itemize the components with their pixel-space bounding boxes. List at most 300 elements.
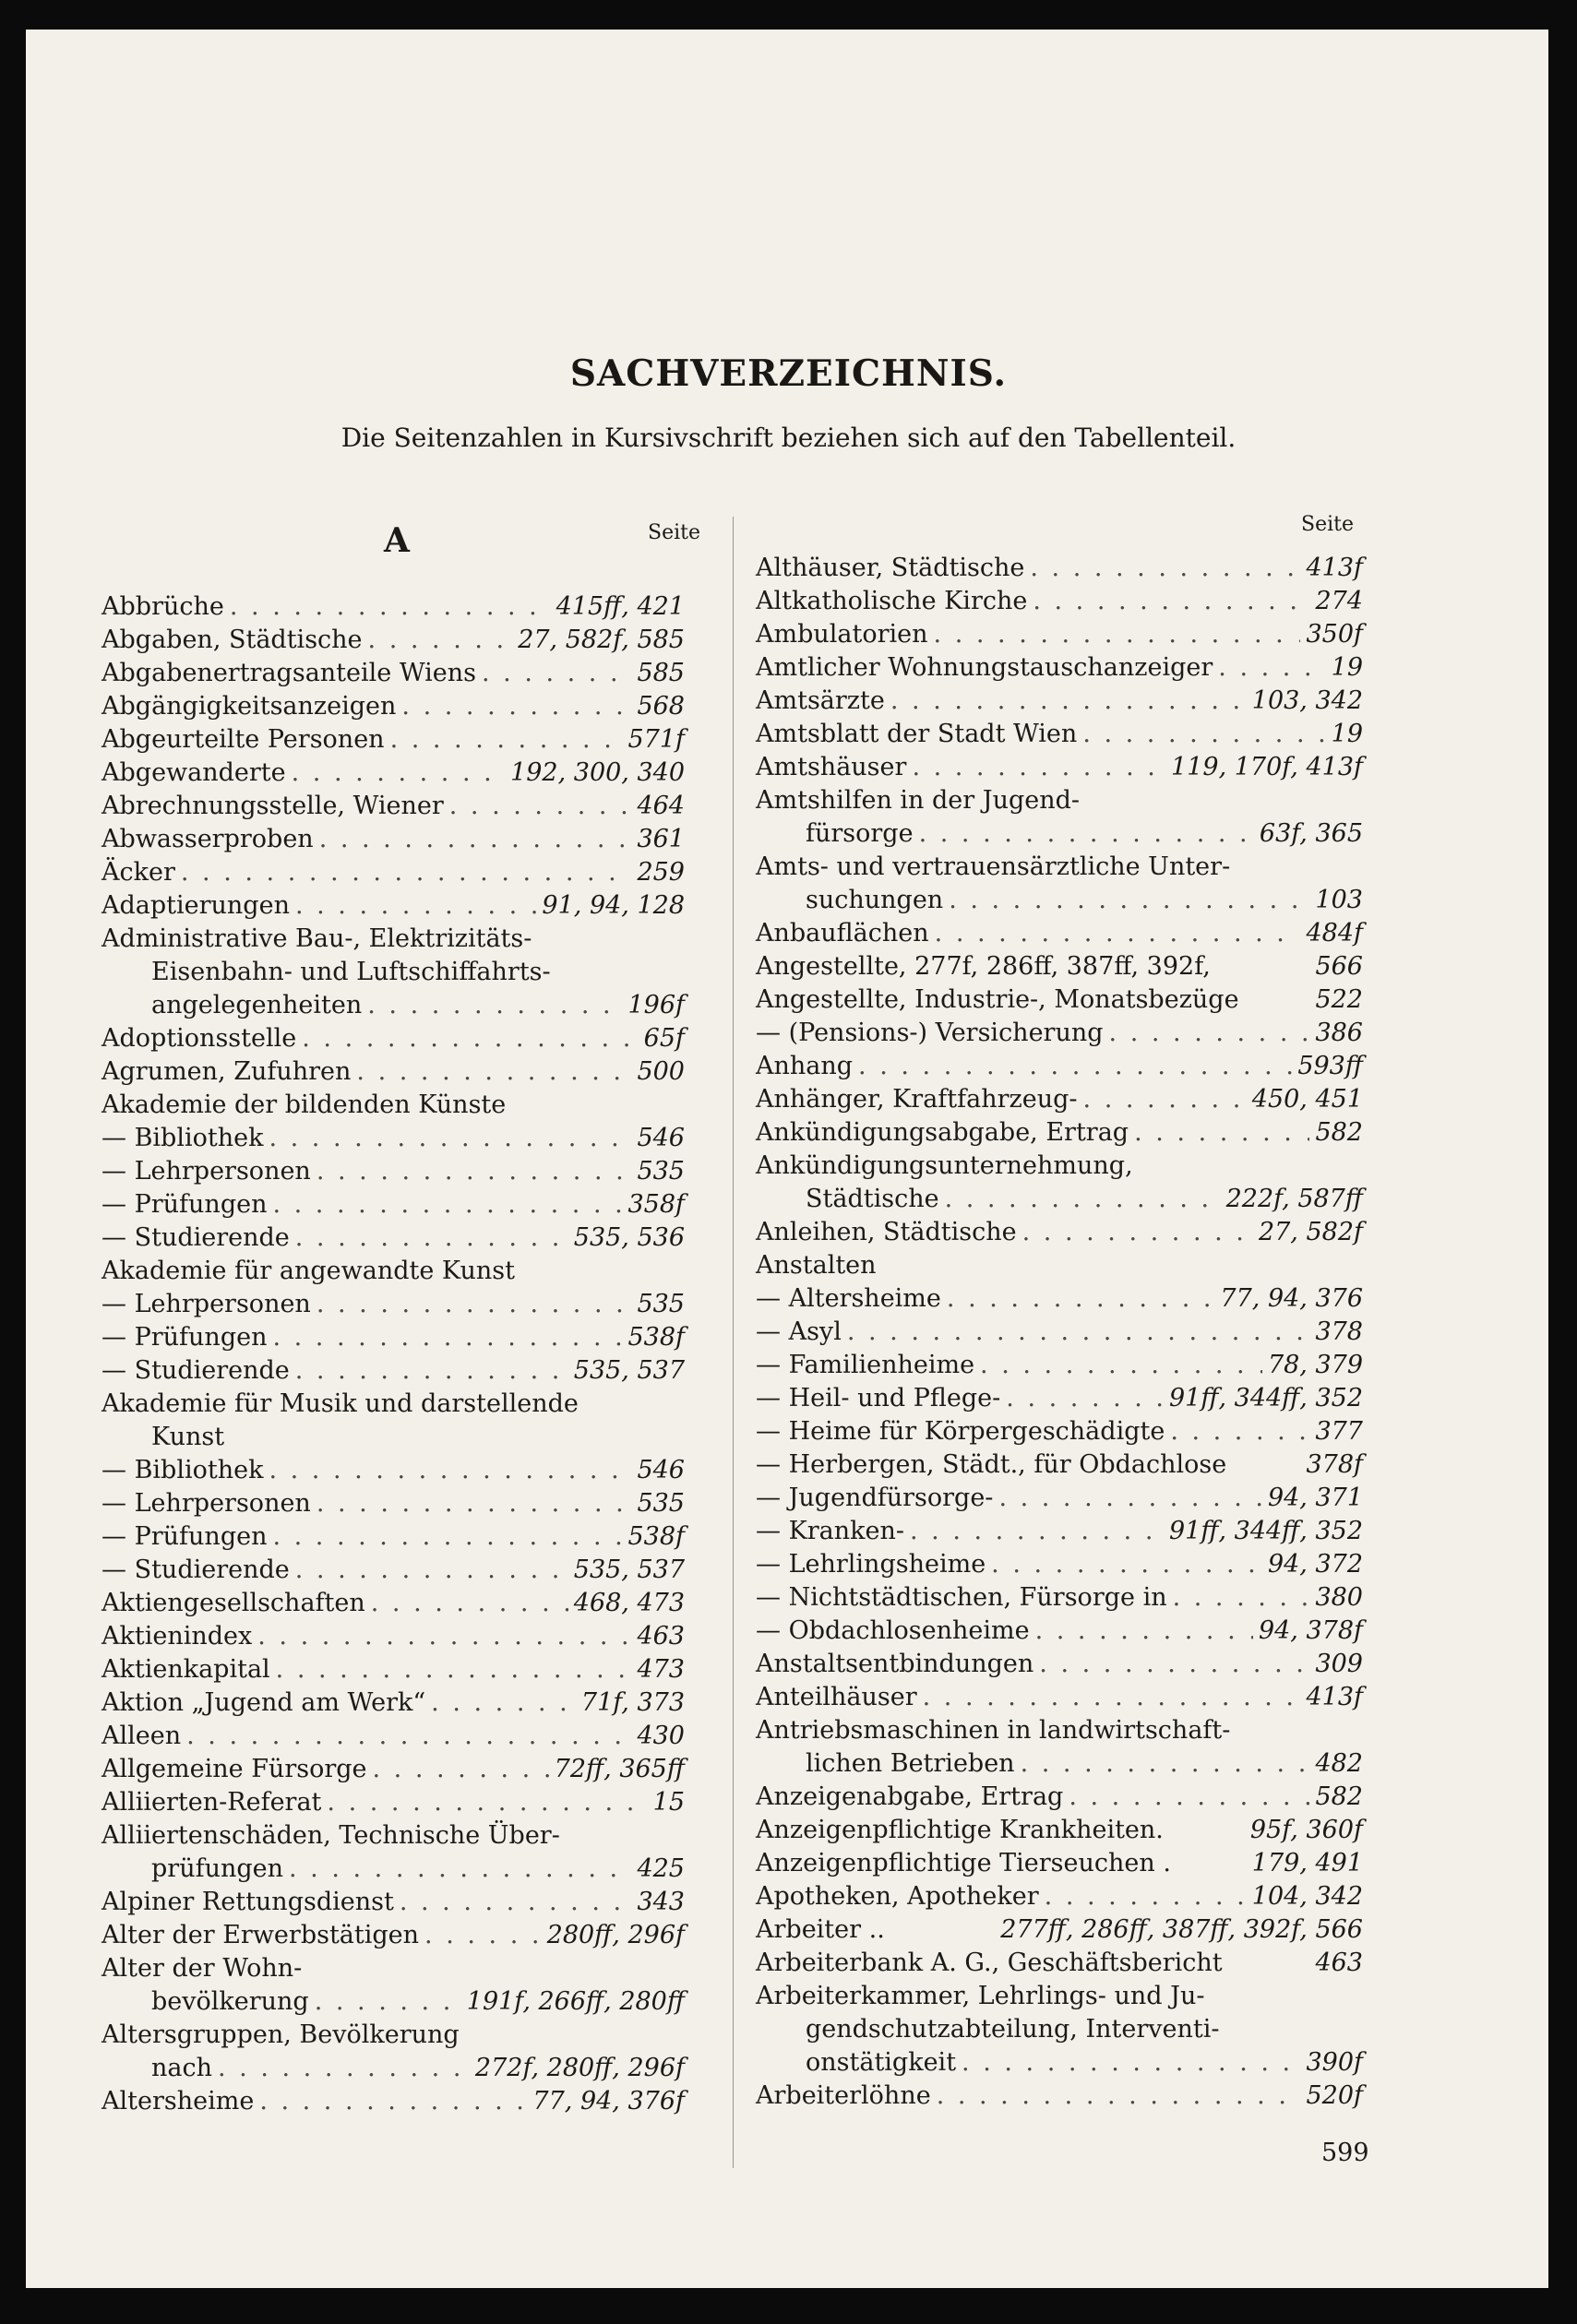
leader-dots [424,1919,542,1952]
index-term: — Bibliothek [102,1124,264,1152]
index-term: Amtsblatt der Stadt Wien [756,720,1078,748]
index-entry [102,823,685,856]
index-term: Aktion „Jugend am Werk“ [102,1688,426,1717]
leader-dots [431,1686,576,1720]
index-entry [756,1681,1363,1714]
index-page-refs: 91, 94, 128 [542,891,685,920]
index-term: suchungen [806,886,944,914]
leader-dots [949,884,1309,917]
index-entry [756,1017,1363,1050]
index-page-refs: 546 [637,1124,685,1152]
index-term: — Bibliothek [102,1456,264,1484]
index-term: onstätigkeit [806,2048,957,2077]
index-term: Kunst [151,1423,225,1451]
index-entry [102,2019,685,2052]
index-entry [756,685,1363,718]
leader-dots [1035,1615,1253,1648]
index-page-refs: 593ff [1297,1052,1363,1080]
index-entry [102,1753,685,1786]
leader-dots [368,624,513,657]
index-entry [102,1919,685,1952]
index-term: — Asyl [756,1317,842,1346]
index-term: Antriebsmaschinen in landwirtschaft- [756,1716,1231,1745]
index-term: Amtlicher Wohnungstauschanzeiger [756,653,1213,682]
index-page-refs: 196f [627,991,685,1019]
index-page-refs: 78, 379 [1267,1351,1363,1379]
index-term: — Prüfungen [102,1522,268,1551]
leader-dots [1045,1880,1247,1913]
leader-dots [302,1022,638,1055]
leader-dots [1030,552,1300,585]
index-term: lichen Betrieben [806,1749,1015,1778]
index-term: Aktienindex [102,1622,253,1651]
index-entry [102,624,685,657]
index-page-refs: 450, 451 [1251,1085,1363,1114]
index-page-refs: 390f [1306,2048,1363,2077]
leader-dots [315,1985,461,2019]
index-term: Anzeigenabgabe, Ertrag [756,1782,1064,1811]
index-term: Abbrüche [102,592,224,621]
index-term: — Heil- und Pflege- [756,1384,1001,1412]
index-term: Adaptierungen [102,891,290,920]
index-page-refs: 535 [637,1290,685,1318]
leader-dots [269,1122,631,1155]
index-page-refs: 191f, 266ff, 280ff [466,1987,685,2016]
index-entry [102,1055,685,1089]
index-page-refs: 413f [1306,1683,1363,1711]
leader-dots [935,917,1301,950]
index-term: nach [151,2054,212,2082]
page-title: SACHVERZEICHNIS. [569,352,1008,395]
index-entry [102,1819,685,1853]
index-term: Abgeurteilte Personen [102,725,385,754]
index-page-refs: 568 [637,692,685,721]
index-term: Anleihen, Städtische [756,1218,1017,1246]
index-term: Adoptionsstelle [102,1024,297,1053]
leader-dots [371,1587,568,1620]
index-entry [102,1155,685,1188]
index-term: Alliierten-Referat [102,1788,322,1817]
index-entry [756,1714,1363,1747]
index-term: Abwasserproben [102,825,314,853]
index-page-refs: 571f [627,725,685,754]
index-term: — Lehrpersonen [102,1489,311,1518]
index-term: Akademie für angewandte Kunst [102,1257,515,1285]
index-page-refs: 19 [1331,720,1363,748]
index-term: Altersgruppen, Bevölkerung [102,2020,460,2049]
section-letter: A [384,521,410,560]
index-page-refs: 535, 536 [573,1223,685,1252]
index-entry [102,889,685,923]
index-page-refs: 72ff, 365ff [554,1755,685,1783]
index-entry [102,1255,685,1288]
leader-dots [289,1853,631,1886]
leader-dots [919,817,1254,851]
index-term: Anhang [756,1052,854,1080]
index-page-refs: 272f, 280ff, 296f [474,2054,685,2082]
index-term: — Lehrpersonen [102,1290,311,1318]
index-term: Arbeiter .. [756,1915,885,1944]
leader-dots [327,1786,647,1819]
leader-dots [269,1454,631,1487]
index-entry [102,1620,685,1653]
leader-dots [276,1653,632,1686]
index-entry [756,1747,1363,1781]
index-entry [756,1781,1363,1814]
index-entry [756,1349,1363,1382]
leader-dots [947,1282,1215,1316]
index-term: Altkatholische Kirche [756,587,1028,615]
index-page-refs: 430 [637,1722,685,1750]
leader-dots [390,723,623,757]
index-entry [102,790,685,823]
index-page-refs: 535 [637,1489,685,1518]
index-page-refs: 65f [643,1024,685,1053]
leader-dots [1218,651,1325,685]
index-page-refs: 343 [637,1888,685,1916]
index-entry [756,1316,1363,1349]
index-term: Alleen [102,1722,182,1750]
index-term: Anstaltsentbindungen [756,1650,1034,1678]
seite-label-right: Seite [1301,513,1354,536]
leader-dots [356,1055,631,1089]
leader-dots [1022,1216,1253,1249]
index-entry [102,1686,685,1720]
index-entry [756,2046,1363,2080]
index-entry [756,1847,1363,1880]
index-page-refs: 361 [637,825,685,853]
index-term: Ambulatorien [756,620,928,649]
index-term: Alpiner Rettungsdienst [102,1888,394,1916]
leader-dots [292,757,505,790]
index-term: Abgewanderte [102,758,286,787]
index-term: prüfungen [151,1854,284,1883]
index-page-refs: 582 [1315,1782,1363,1811]
index-entry [756,884,1363,917]
index-term: Aktienkapital [102,1655,270,1684]
leader-dots [1006,1382,1164,1415]
index-entry [102,590,685,624]
index-term: Akademie der bildenden Künste [102,1090,507,1119]
index-term: Ankündigungsunternehmung, [756,1151,1133,1180]
index-term: Altersheime [102,2087,255,2115]
index-entry [756,1482,1363,1515]
index-term: Althäuser, Städtische [756,554,1025,582]
index-page-refs: 19 [1331,653,1363,682]
leader-dots [998,1482,1262,1515]
index-entry [102,1421,685,1454]
index-page-refs: 500 [637,1057,685,1086]
index-term: — Obdachlosenheime [756,1616,1030,1645]
index-page-refs: 468, 473 [573,1589,685,1617]
index-entry [102,856,685,889]
index-term: — Prüfungen [102,1323,268,1352]
index-term: Äcker [102,858,175,887]
index-term: angelegenheiten [151,991,363,1019]
leader-dots [272,1520,622,1554]
index-entry [102,1022,685,1055]
index-entry [756,1913,1363,1947]
index-term: Abrechnungsstelle, Wiener [102,792,444,820]
index-page-refs: 259 [637,858,685,887]
index-page-refs: 463 [637,1622,685,1651]
index-entry [102,956,685,989]
index-page-refs: 386 [1315,1019,1363,1047]
index-page-refs: 566 [1315,952,1363,981]
index-page-refs: 535 [637,1157,685,1186]
index-page-refs: 94, 372 [1267,1550,1363,1579]
index-term: Amtsärzte [756,686,885,715]
index-page-refs: 463 [1315,1949,1363,1977]
index-term: — Studierende [102,1356,290,1385]
index-page-refs: 95f, 360f [1249,1816,1363,1844]
index-page-refs: 585 [637,659,685,687]
leader-dots [1173,1581,1310,1615]
index-entry [756,552,1363,585]
leader-dots [1033,585,1309,618]
index-term: Eisenbahn- und Luftschiffahrts- [151,958,551,986]
index-entry [756,1050,1363,1083]
index-entry [102,1587,685,1620]
index-entry [756,1216,1363,1249]
index-page-refs: 546 [637,1456,685,1484]
index-entry [102,1853,685,1886]
index-page-refs: 91ff, 344ff, 352 [1168,1517,1363,1545]
index-entry [102,1321,685,1354]
index-entry [756,1083,1363,1116]
index-term: Alter der Wohn- [102,1954,303,1983]
leader-dots [295,1222,568,1255]
index-page-refs: 484f [1306,919,1363,947]
leader-dots [858,1050,1292,1083]
index-entry [756,1116,1363,1150]
leader-dots [230,590,551,624]
index-page-refs: 520f [1306,2081,1363,2110]
index-page-refs: 378f [1306,1450,1363,1479]
index-page-refs: 77, 94, 376 [1220,1284,1363,1313]
leader-dots [934,618,1301,651]
index-entry [756,1249,1363,1282]
leader-dots [482,657,631,690]
index-term: — Herbergen, Städt., für Obdachlose [756,1450,1227,1479]
leader-dots [272,1321,622,1354]
index-entry [756,2013,1363,2046]
index-term: fürsorge [806,819,914,848]
index-page-refs: 413f [1306,554,1363,582]
index-entry [102,1554,685,1587]
index-term: Amts- und vertrauensärztliche Unter- [756,852,1231,881]
index-entry [756,1548,1363,1581]
leader-dots [1021,1747,1310,1781]
index-term: Apotheken, Apotheker [756,1882,1039,1911]
index-term: Amtshäuser [756,753,907,781]
index-entry [102,723,685,757]
index-entry [756,1150,1363,1183]
index-page-refs: 535, 537 [573,1555,685,1584]
index-page-refs: 94, 378f [1258,1616,1363,1645]
index-page-refs: 94, 371 [1267,1484,1363,1512]
index-entry [102,1288,685,1321]
index-entry [102,2085,685,2118]
index-term: Akademie für Musik und darstellende [102,1389,579,1418]
leader-dots [912,751,1165,784]
index-entry [102,923,685,956]
index-entry [756,1183,1363,1216]
index-term: Abgabenertragsanteile Wiens [102,659,476,687]
index-term: — Jugendfürsorge- [756,1484,994,1512]
leader-dots [295,889,536,923]
leader-dots [449,790,632,823]
index-page-refs: 274 [1315,587,1363,615]
index-entry [102,1222,685,1255]
index-entry [756,1382,1363,1415]
index-term: Amtshilfen in der Jugend- [756,786,1081,815]
leader-dots [186,1720,631,1753]
leader-dots [400,1886,632,1919]
leader-dots [295,1354,568,1388]
index-term: Abgaben, Städtische [102,626,363,654]
index-term: Angestellte, 277f, 286ff, 387ff, 392f, [756,952,1211,981]
index-page-refs: 415ff, 421 [556,592,685,621]
index-entry [102,1985,685,2019]
index-page-refs: 179, 491 [1251,1849,1363,1877]
index-entry [102,1720,685,1753]
index-page-refs: 27, 582f, 585 [518,626,685,654]
index-page-refs: 582 [1315,1118,1363,1147]
index-term: — Kranken- [756,1517,904,1545]
index-entry [756,651,1363,685]
leader-dots [1170,1415,1309,1448]
index-page-refs: 280ff, 296f [546,1921,685,1949]
index-term: Anhänger, Kraftfahrzeug- [756,1085,1078,1114]
index-page-refs: 464 [637,792,685,820]
index-page-refs: 63f, 365 [1259,819,1363,848]
leader-dots [910,1515,1164,1548]
index-entry [756,817,1363,851]
leader-dots [890,685,1247,718]
index-term: — Studierende [102,1223,290,1252]
leader-dots [980,1349,1262,1382]
index-entry [102,1487,685,1520]
index-page-refs: 538f [627,1323,685,1352]
leader-dots [218,2052,470,2085]
leader-dots [991,1548,1262,1581]
index-entry [102,989,685,1022]
index-entry [756,718,1363,751]
leader-dots [847,1316,1310,1349]
leader-dots [945,1183,1221,1216]
index-entry [756,1615,1363,1648]
index-term: — Heime für Körpergeschädigte [756,1417,1165,1446]
index-page-refs: 522 [1315,985,1363,1014]
index-page-refs: 378 [1315,1317,1363,1346]
index-page-refs: 77, 94, 376f [532,2087,685,2115]
index-page-refs: 103 [1315,886,1363,914]
leader-dots [401,690,631,723]
index-entry [102,1188,685,1222]
index-term: Alter der Erwerbstätigen [102,1921,420,1949]
index-entry [756,1581,1363,1615]
index-entry [102,1388,685,1421]
index-entry [756,585,1363,618]
index-page-refs: 350f [1306,620,1363,649]
leader-dots [295,1554,568,1587]
index-entry [102,1886,685,1919]
index-term: Alliiertenschäden, Technische Über- [102,1821,560,1850]
index-entry [756,784,1363,817]
index-entry [102,1354,685,1388]
leader-dots [1134,1116,1309,1150]
index-entry [102,1089,685,1122]
index-page-refs: 91ff, 344ff, 352 [1168,1384,1363,1412]
index-entry [756,2080,1363,2113]
index-page-refs: 71f, 373 [580,1688,685,1717]
page-number: 599 [1321,2139,1369,2167]
index-entry [756,1515,1363,1548]
index-page-refs: 309 [1315,1650,1363,1678]
index-page-refs: 192, 300, 340 [510,758,685,787]
index-term: Abgängigkeitsanzeigen [102,692,397,721]
page-subtitle: Die Seitenzahlen in Kursivschrift beziehen sich auf den Tabellenteil. [340,423,1237,453]
index-term: Ankündigungsabgabe, Ertrag [756,1118,1129,1147]
index-entry [102,2052,685,2085]
index-entry [102,1122,685,1155]
index-entry [756,1814,1363,1847]
index-term: Allgemeine Fürsorge [102,1755,367,1783]
index-entry [756,1448,1363,1482]
leader-dots [1069,1781,1309,1814]
index-entry [756,1282,1363,1316]
index-page-refs: 535, 537 [573,1356,685,1385]
index-term: — Nichtstädtischen, Fürsorge in [756,1583,1167,1612]
leader-dots [317,1487,632,1520]
index-term: — Familienheime [756,1351,975,1379]
leader-dots [962,2046,1300,2080]
index-term: Anzeigenpflichtige Tierseuchen . [756,1849,1171,1877]
index-page-refs: 104, 342 [1251,1882,1363,1911]
index-entry [756,1980,1363,2013]
index-term: — Altersheime [756,1284,941,1313]
index-entry [102,690,685,723]
index-page-refs: 377 [1315,1417,1363,1446]
index-page-refs: 119, 170f, 413f [1171,753,1363,781]
leader-dots [1083,1083,1247,1116]
leader-dots [317,1288,632,1321]
index-entry [102,1454,685,1487]
index-entry [102,657,685,690]
index-page-refs: 103, 342 [1251,686,1363,715]
index-term: Anstalten [756,1251,877,1280]
index-term: — (Pensions-) Versicherung [756,1019,1104,1047]
index-entry [756,983,1363,1017]
index-term: Arbeiterlöhne [756,2081,931,2110]
index-page-refs: 380 [1315,1583,1363,1612]
index-entry [756,917,1363,950]
index-term: Aktiengesellschaften [102,1589,365,1617]
index-page-refs: 358f [627,1190,685,1219]
index-entry [102,1786,685,1819]
index-entry [756,618,1363,651]
leader-dots [1039,1648,1309,1681]
index-page-refs: 473 [637,1655,685,1684]
index-page-refs: 15 [652,1788,685,1817]
index-term: gendschutzabteilung, Interventi- [806,2015,1220,2044]
index-page-refs: 482 [1315,1749,1363,1778]
leader-dots [1082,718,1325,751]
leader-dots [259,2085,527,2118]
index-term: Städtische [806,1185,939,1213]
index-term: bevölkerung [151,1987,309,2016]
